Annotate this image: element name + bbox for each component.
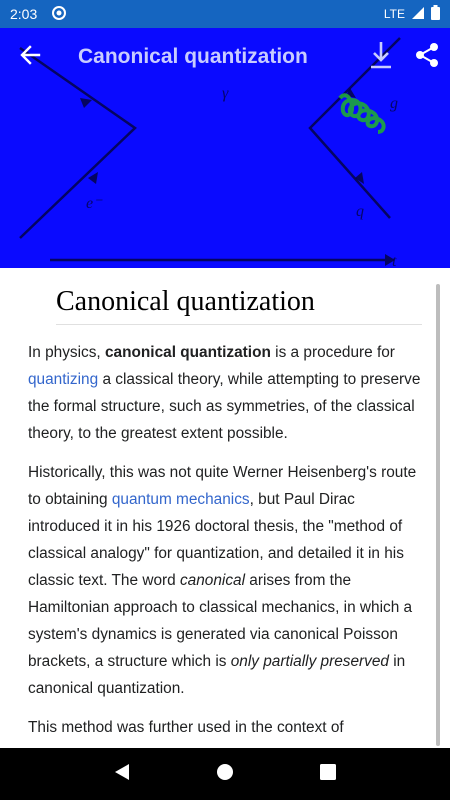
paragraph-2 — [28, 459, 422, 702]
nav-home-button[interactable] — [205, 754, 245, 794]
download-icon — [369, 40, 393, 75]
app-bar-title: Canonical quantization — [78, 45, 308, 68]
p1-text-2: is a procedure for — [270, 344, 395, 361]
p2-italic-canonical: canonical — [179, 572, 245, 589]
p2-text-2: , but Paul Dirac introduced it in his 1926 doctoral thesis, the "method of classical analogy" for quantization, and detailed it in his classic text. The word — [28, 491, 404, 589]
p3-text-1: This method was further used in the context of — [28, 719, 344, 736]
p2-text-3: arises from the Hamiltonian approach to classical mechanics, in which a system's dynamics is generated via canonical Poisson brackets, a structure which is — [28, 572, 413, 670]
g-label: g — [390, 95, 398, 112]
arrow-back-icon — [19, 44, 41, 71]
scrollbar-thumb[interactable] — [436, 284, 440, 746]
link-quantizing[interactable]: quantizing — [28, 371, 99, 388]
paragraph-1 — [28, 339, 422, 447]
t-label: t — [392, 253, 397, 268]
nav-recents-button[interactable] — [308, 754, 348, 794]
p2-text-4: in canonical quantization. — [28, 653, 406, 697]
share-button[interactable] — [404, 28, 450, 86]
article-content[interactable] — [0, 268, 450, 748]
home-circle-icon — [216, 763, 234, 786]
q-label: q — [356, 203, 364, 220]
nav-back-button[interactable] — [102, 754, 142, 794]
back-triangle-icon — [114, 763, 130, 786]
electron-label: e⁻ — [86, 195, 102, 212]
article-title: Canonical quantization — [56, 286, 422, 325]
p2-text-1: Historically, this was not quite Werner Heisenberg's route to obtaining — [28, 464, 417, 508]
link-quantum-mechanics[interactable]: quantum mechanics — [111, 491, 250, 508]
p1-bold-term: canonical quantization — [104, 344, 271, 361]
network-type: LTE — [383, 7, 405, 21]
sync-icon — [51, 5, 67, 24]
paragraph-3 — [28, 714, 422, 741]
recents-square-icon — [320, 764, 336, 785]
download-button[interactable] — [358, 28, 404, 86]
gamma-label: γ — [222, 85, 229, 102]
battery-icon — [431, 5, 440, 23]
app-bar — [0, 28, 450, 86]
p1-text-3: a classical theory, while attempting to preserve the formal structure, such as symmetries, of the classical theory, to the greatest extent possible. — [28, 371, 421, 442]
system-nav-bar — [0, 748, 450, 800]
status-bar — [0, 0, 450, 28]
back-button[interactable] — [0, 28, 60, 86]
p1-text-1: In physics, — [28, 344, 105, 361]
signal-icon — [411, 6, 425, 23]
p2-italic-partially: only partially preserved — [230, 653, 389, 670]
status-time: 2:03 — [10, 6, 38, 22]
share-icon — [414, 42, 440, 73]
